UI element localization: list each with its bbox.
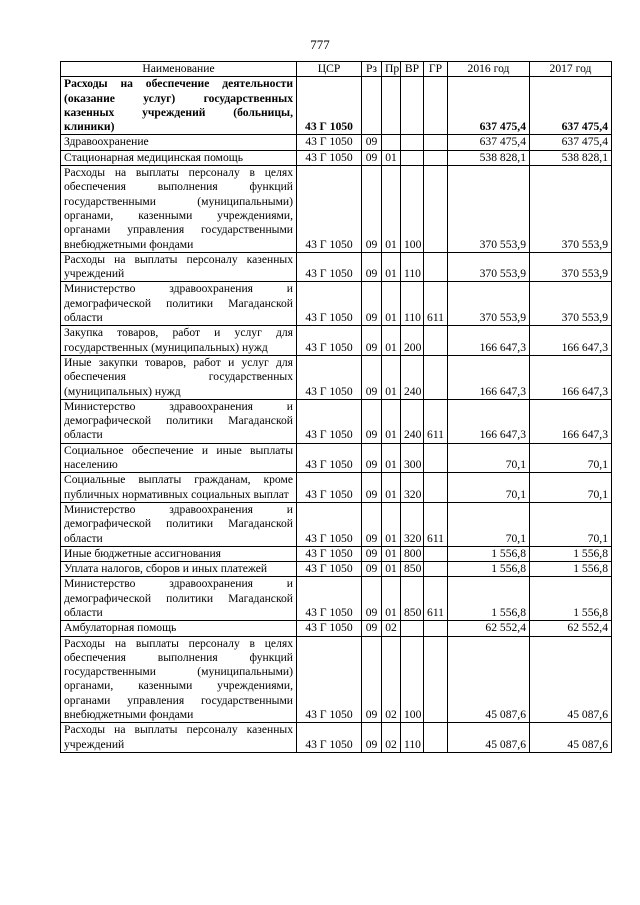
row-2017-cell: 1 556,8 xyxy=(530,562,612,577)
row-gr-cell xyxy=(424,150,448,165)
row-name-cell: Расходы на выплаты персоналу казенных учреждений xyxy=(61,723,297,753)
row-rz-cell xyxy=(362,77,382,135)
table-row xyxy=(61,577,612,621)
row-csr-cell: 43 Г 1050 xyxy=(297,473,362,503)
row-rz-cell: 09 xyxy=(362,636,382,723)
row-rz-cell: 09 xyxy=(362,577,382,621)
page-number: 777 xyxy=(310,37,330,52)
row-vr-cell: 200 xyxy=(401,326,424,356)
table-row xyxy=(61,562,612,577)
table-header-row xyxy=(61,62,612,77)
row-pr-cell: 01 xyxy=(382,443,401,473)
row-2016-cell: 166 647,3 xyxy=(448,326,530,356)
row-rz-cell: 09 xyxy=(362,546,382,561)
table-row xyxy=(61,443,612,473)
row-vr-cell xyxy=(401,621,424,636)
row-gr-cell xyxy=(424,326,448,356)
table-row xyxy=(61,252,612,282)
row-2016-cell: 1 556,8 xyxy=(448,562,530,577)
row-name-cell: Иные закупки товаров, работ и услуг для обеспечения государственных (муниципальных) нужд xyxy=(61,355,297,399)
row-vr-cell: 850 xyxy=(401,577,424,621)
header-name: Наименование xyxy=(61,62,297,77)
row-name-cell: Амбулаторная помощь xyxy=(61,621,297,636)
row-2016-cell: 70,1 xyxy=(448,502,530,546)
row-rz-cell: 09 xyxy=(362,399,382,443)
header-csr: ЦСР xyxy=(297,62,362,77)
row-csr-cell: 43 Г 1050 xyxy=(297,77,362,135)
row-csr-cell: 43 Г 1050 xyxy=(297,562,362,577)
row-gr-cell: 611 xyxy=(424,282,448,326)
row-pr-cell: 01 xyxy=(382,546,401,561)
row-pr-cell: 01 xyxy=(382,150,401,165)
row-gr-cell xyxy=(424,355,448,399)
row-2017-cell: 70,1 xyxy=(530,443,612,473)
row-gr-cell xyxy=(424,443,448,473)
row-gr-cell xyxy=(424,562,448,577)
row-2016-cell: 370 553,9 xyxy=(448,252,530,282)
row-pr-cell: 01 xyxy=(382,166,401,253)
header-vr: ВР xyxy=(401,62,424,77)
row-rz-cell: 09 xyxy=(362,355,382,399)
row-pr-cell: 01 xyxy=(382,326,401,356)
row-gr-cell xyxy=(424,723,448,753)
row-gr-cell xyxy=(424,77,448,135)
row-rz-cell: 09 xyxy=(362,621,382,636)
row-vr-cell: 320 xyxy=(401,473,424,503)
row-csr-cell: 43 Г 1050 xyxy=(297,399,362,443)
row-vr-cell: 100 xyxy=(401,166,424,253)
row-name-cell: Расходы на выплаты персоналу в целях обеспечения выполнения функций государственными (муниципальными) органами, казенными учреждениями, органами управления государственными внебюджетными фондами xyxy=(61,636,297,723)
table-row xyxy=(61,546,612,561)
row-2016-cell: 637 475,4 xyxy=(448,77,530,135)
row-pr-cell xyxy=(382,77,401,135)
row-csr-cell: 43 Г 1050 xyxy=(297,577,362,621)
table-row xyxy=(61,282,612,326)
row-vr-cell xyxy=(401,135,424,150)
row-name-cell: Социальное обеспечение и иные выплаты населению xyxy=(61,443,297,473)
row-csr-cell: 43 Г 1050 xyxy=(297,636,362,723)
row-rz-cell: 09 xyxy=(362,282,382,326)
row-vr-cell: 110 xyxy=(401,723,424,753)
row-2017-cell: 166 647,3 xyxy=(530,355,612,399)
row-gr-cell xyxy=(424,252,448,282)
row-2017-cell: 637 475,4 xyxy=(530,77,612,135)
row-2017-cell: 70,1 xyxy=(530,473,612,503)
header-pr: Пр xyxy=(382,62,401,77)
row-pr-cell: 01 xyxy=(382,355,401,399)
row-2017-cell: 166 647,3 xyxy=(530,399,612,443)
row-gr-cell: 611 xyxy=(424,502,448,546)
row-2017-cell: 62 552,4 xyxy=(530,621,612,636)
row-2017-cell: 538 828,1 xyxy=(530,150,612,165)
row-rz-cell: 09 xyxy=(362,326,382,356)
header-rz: Рз xyxy=(362,62,382,77)
row-name-cell: Расходы на выплаты персоналу казенных учреждений xyxy=(61,252,297,282)
table-row xyxy=(61,399,612,443)
table-row xyxy=(61,636,612,723)
row-2017-cell: 45 087,6 xyxy=(530,723,612,753)
row-rz-cell: 09 xyxy=(362,502,382,546)
row-name-cell: Расходы на обеспечение деятельности (оказание услуг) государственных казенных учреждений (больницы, клиники) xyxy=(61,77,297,135)
row-2017-cell: 70,1 xyxy=(530,502,612,546)
row-2016-cell: 166 647,3 xyxy=(448,355,530,399)
row-csr-cell: 43 Г 1050 xyxy=(297,723,362,753)
row-name-cell: Министерство здравоохранения и демографической политики Магаданской области xyxy=(61,399,297,443)
row-vr-cell: 800 xyxy=(401,546,424,561)
row-2016-cell: 70,1 xyxy=(448,473,530,503)
row-2017-cell: 166 647,3 xyxy=(530,326,612,356)
row-vr-cell: 320 xyxy=(401,502,424,546)
row-csr-cell: 43 Г 1050 xyxy=(297,546,362,561)
row-2016-cell: 45 087,6 xyxy=(448,723,530,753)
row-rz-cell: 09 xyxy=(362,150,382,165)
row-pr-cell: 01 xyxy=(382,252,401,282)
row-gr-cell xyxy=(424,636,448,723)
row-csr-cell: 43 Г 1050 xyxy=(297,355,362,399)
row-csr-cell: 43 Г 1050 xyxy=(297,252,362,282)
row-gr-cell: 611 xyxy=(424,399,448,443)
row-name-cell: Стационарная медицинская помощь xyxy=(61,150,297,165)
row-name-cell: Здравоохранение xyxy=(61,135,297,150)
row-2016-cell: 637 475,4 xyxy=(448,135,530,150)
header-gr: ГР xyxy=(424,62,448,77)
row-csr-cell: 43 Г 1050 xyxy=(297,135,362,150)
row-vr-cell: 300 xyxy=(401,443,424,473)
row-pr-cell: 02 xyxy=(382,636,401,723)
table-row xyxy=(61,135,612,150)
row-pr-cell: 02 xyxy=(382,723,401,753)
header-2017: 2017 год xyxy=(530,62,612,77)
row-name-cell: Министерство здравоохранения и демографической политики Магаданской области xyxy=(61,502,297,546)
table-row xyxy=(61,473,612,503)
row-pr-cell: 01 xyxy=(382,399,401,443)
row-name-cell: Расходы на выплаты персоналу в целях обеспечения выполнения функций государственными (муниципальными) органами, казенными учреждениями, органами управления государственными внебюджетными фондами xyxy=(61,166,297,253)
table-row xyxy=(61,326,612,356)
row-2017-cell: 45 087,6 xyxy=(530,636,612,723)
row-vr-cell: 850 xyxy=(401,562,424,577)
row-2017-cell: 1 556,8 xyxy=(530,546,612,561)
row-gr-cell xyxy=(424,621,448,636)
header-2016: 2016 год xyxy=(448,62,530,77)
row-pr-cell: 01 xyxy=(382,577,401,621)
table-row xyxy=(61,77,612,135)
row-2017-cell: 370 553,9 xyxy=(530,166,612,253)
row-2016-cell: 62 552,4 xyxy=(448,621,530,636)
row-csr-cell: 43 Г 1050 xyxy=(297,326,362,356)
row-2017-cell: 1 556,8 xyxy=(530,577,612,621)
row-pr-cell xyxy=(382,135,401,150)
row-gr-cell: 611 xyxy=(424,577,448,621)
table-row xyxy=(61,150,612,165)
row-pr-cell: 01 xyxy=(382,502,401,546)
row-csr-cell: 43 Г 1050 xyxy=(297,282,362,326)
row-gr-cell xyxy=(424,473,448,503)
table-row xyxy=(61,355,612,399)
row-rz-cell: 09 xyxy=(362,252,382,282)
row-name-cell: Иные бюджетные ассигнования xyxy=(61,546,297,561)
row-2016-cell: 370 553,9 xyxy=(448,166,530,253)
row-rz-cell: 09 xyxy=(362,473,382,503)
row-name-cell: Социальные выплаты гражданам, кроме публичных нормативных социальных выплат xyxy=(61,473,297,503)
row-2017-cell: 370 553,9 xyxy=(530,282,612,326)
row-csr-cell: 43 Г 1050 xyxy=(297,166,362,253)
row-csr-cell: 43 Г 1050 xyxy=(297,502,362,546)
table-row xyxy=(61,723,612,753)
row-rz-cell: 09 xyxy=(362,443,382,473)
row-pr-cell: 02 xyxy=(382,621,401,636)
budget-table xyxy=(60,61,612,753)
row-csr-cell: 43 Г 1050 xyxy=(297,443,362,473)
table-row xyxy=(61,621,612,636)
row-gr-cell xyxy=(424,135,448,150)
row-2016-cell: 370 553,9 xyxy=(448,282,530,326)
row-vr-cell: 110 xyxy=(401,252,424,282)
row-pr-cell: 01 xyxy=(382,473,401,503)
row-name-cell: Министерство здравоохранения и демографической политики Магаданской области xyxy=(61,282,297,326)
row-rz-cell: 09 xyxy=(362,135,382,150)
row-vr-cell: 240 xyxy=(401,399,424,443)
row-2016-cell: 538 828,1 xyxy=(448,150,530,165)
row-gr-cell xyxy=(424,166,448,253)
table-row xyxy=(61,166,612,253)
row-name-cell: Уплата налогов, сборов и иных платежей xyxy=(61,562,297,577)
row-rz-cell: 09 xyxy=(362,562,382,577)
row-rz-cell: 09 xyxy=(362,166,382,253)
row-name-cell: Закупка товаров, работ и услуг для государственных (муниципальных) нужд xyxy=(61,326,297,356)
row-2016-cell: 1 556,8 xyxy=(448,546,530,561)
row-2016-cell: 1 556,8 xyxy=(448,577,530,621)
row-name-cell: Министерство здравоохранения и демографической политики Магаданской области xyxy=(61,577,297,621)
row-2017-cell: 370 553,9 xyxy=(530,252,612,282)
row-2016-cell: 45 087,6 xyxy=(448,636,530,723)
row-2017-cell: 637 475,4 xyxy=(530,135,612,150)
row-pr-cell: 01 xyxy=(382,562,401,577)
row-2016-cell: 166 647,3 xyxy=(448,399,530,443)
row-vr-cell xyxy=(401,150,424,165)
row-gr-cell xyxy=(424,546,448,561)
row-vr-cell xyxy=(401,77,424,135)
row-vr-cell: 100 xyxy=(401,636,424,723)
row-rz-cell: 09 xyxy=(362,723,382,753)
row-vr-cell: 240 xyxy=(401,355,424,399)
row-csr-cell: 43 Г 1050 xyxy=(297,621,362,636)
row-2016-cell: 70,1 xyxy=(448,443,530,473)
row-pr-cell: 01 xyxy=(382,282,401,326)
table-row xyxy=(61,502,612,546)
row-vr-cell: 110 xyxy=(401,282,424,326)
row-csr-cell: 43 Г 1050 xyxy=(297,150,362,165)
